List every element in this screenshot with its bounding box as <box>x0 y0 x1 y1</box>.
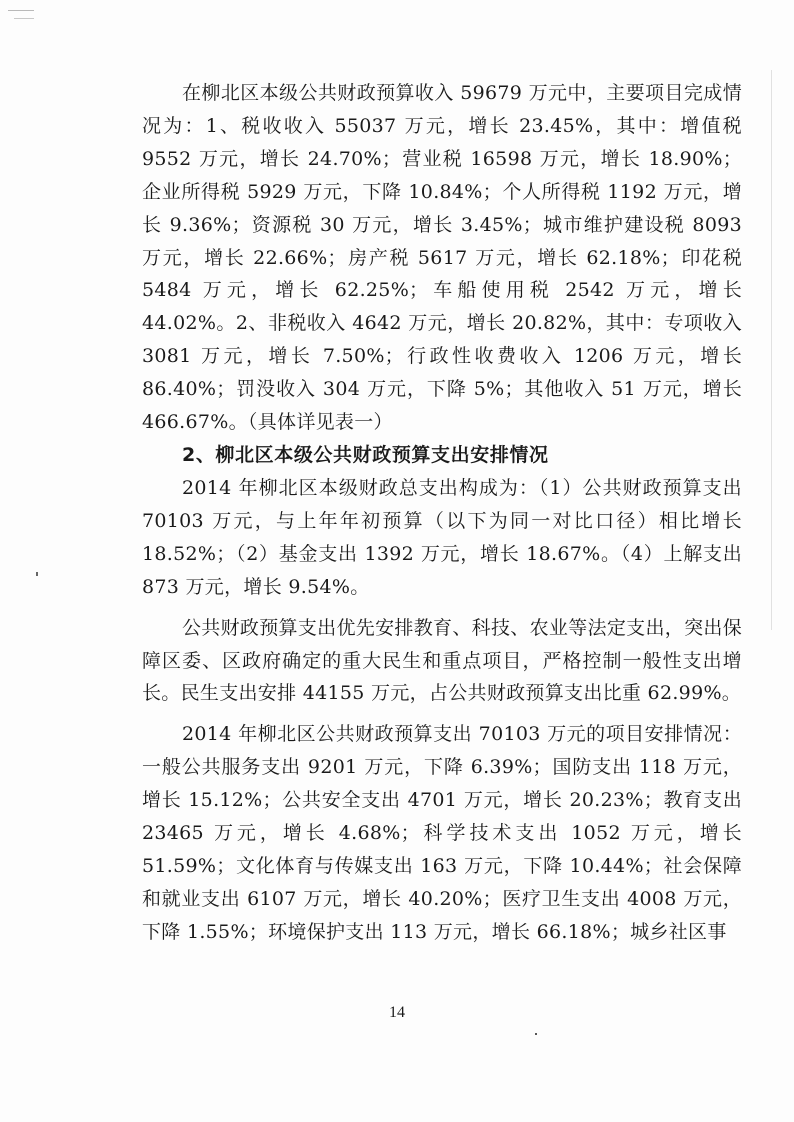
paragraph-revenue-details: 在柳北区本级公共财政预算收入 59679 万元中，主要项目完成情况为：1、税收收入 55037 万元，增长 23.45%，其中：增值税 9552 万元，增长 24.70%；营业税 16598 万元，增长 18.90%；企业所得税 5929 万元，下降 10.84%；个人所得税 1192 万元，增长 9.36%；资源税 30 万元，增长 3.45%；城市维护建设税 8093 万元，增长 22.66%；房产税 5617 万元，增长 62.18%；印花税 5484 万元，增长 62.25%；车船使用税 2542 万元，增长 44.02%。2、非税收入 4642 万元，增长 20.82%，其中：专项收入 3081 万元，增长 7.50%；行政性收费收入 1206 万元，增长 86.40%；罚没收入 304 万元，下降 5%；其他收入 51 万元，增长 466.67%。（具体详见表一） <box>142 82 742 434</box>
scan-artifact-mark <box>14 18 34 19</box>
paragraph-gap <box>142 710 742 718</box>
paragraph-gap <box>142 604 742 612</box>
scan-artifact-dot <box>36 572 38 576</box>
page-number: 14 <box>389 1004 405 1021</box>
scan-artifact-mark <box>8 10 34 11</box>
section-heading-expenditure: 2、柳北区本级公共财政预算支出安排情况 <box>182 443 549 466</box>
body-text-block <box>142 77 742 949</box>
scan-artifact-dot <box>535 1033 537 1035</box>
paragraph-expenditure-composition: 2014 年柳北区本级财政总支出构成为：（1）公共财政预算支出 70103 万元，与上年年初预算（以下为同一对比口径）相比增长 18.52%；（2）基金支出 1392 万元，增长 18.67%。（4）上解支出 873 万元，增长 9.54%。 <box>142 476 742 598</box>
paragraph-priority-spending: 公共财政预算支出优先安排教育、科技、农业等法定支出，突出保障区委、区政府确定的重大民生和重点项目，严格控制一般性支出增长。民生支出安排 44155 万元，占公共财政预算支出比重 62.99%。 <box>142 616 742 705</box>
paragraph-project-allocation: 2014 年柳北区公共财政预算支出 70103 万元的项目安排情况：一般公共服务支出 9201 万元，下降 6.39%；国防支出 118 万元，增长 15.12%；公共安全支出 4701 万元，增长 20.23%；教育支出 23465 万元，增长 4.68%；科学技术支出 1052 万元，增长 51.59%；文化体育与传媒支出 163 万元，下降 10.44%；社会保障和就业支出 6107 万元，增长 40.20%；医疗卫生支出 4008 万元，下降 1.55%；环境保护支出 113 万元，增长 66.18%；城乡社区事 <box>142 723 742 943</box>
scan-artifact-edge <box>771 70 772 630</box>
